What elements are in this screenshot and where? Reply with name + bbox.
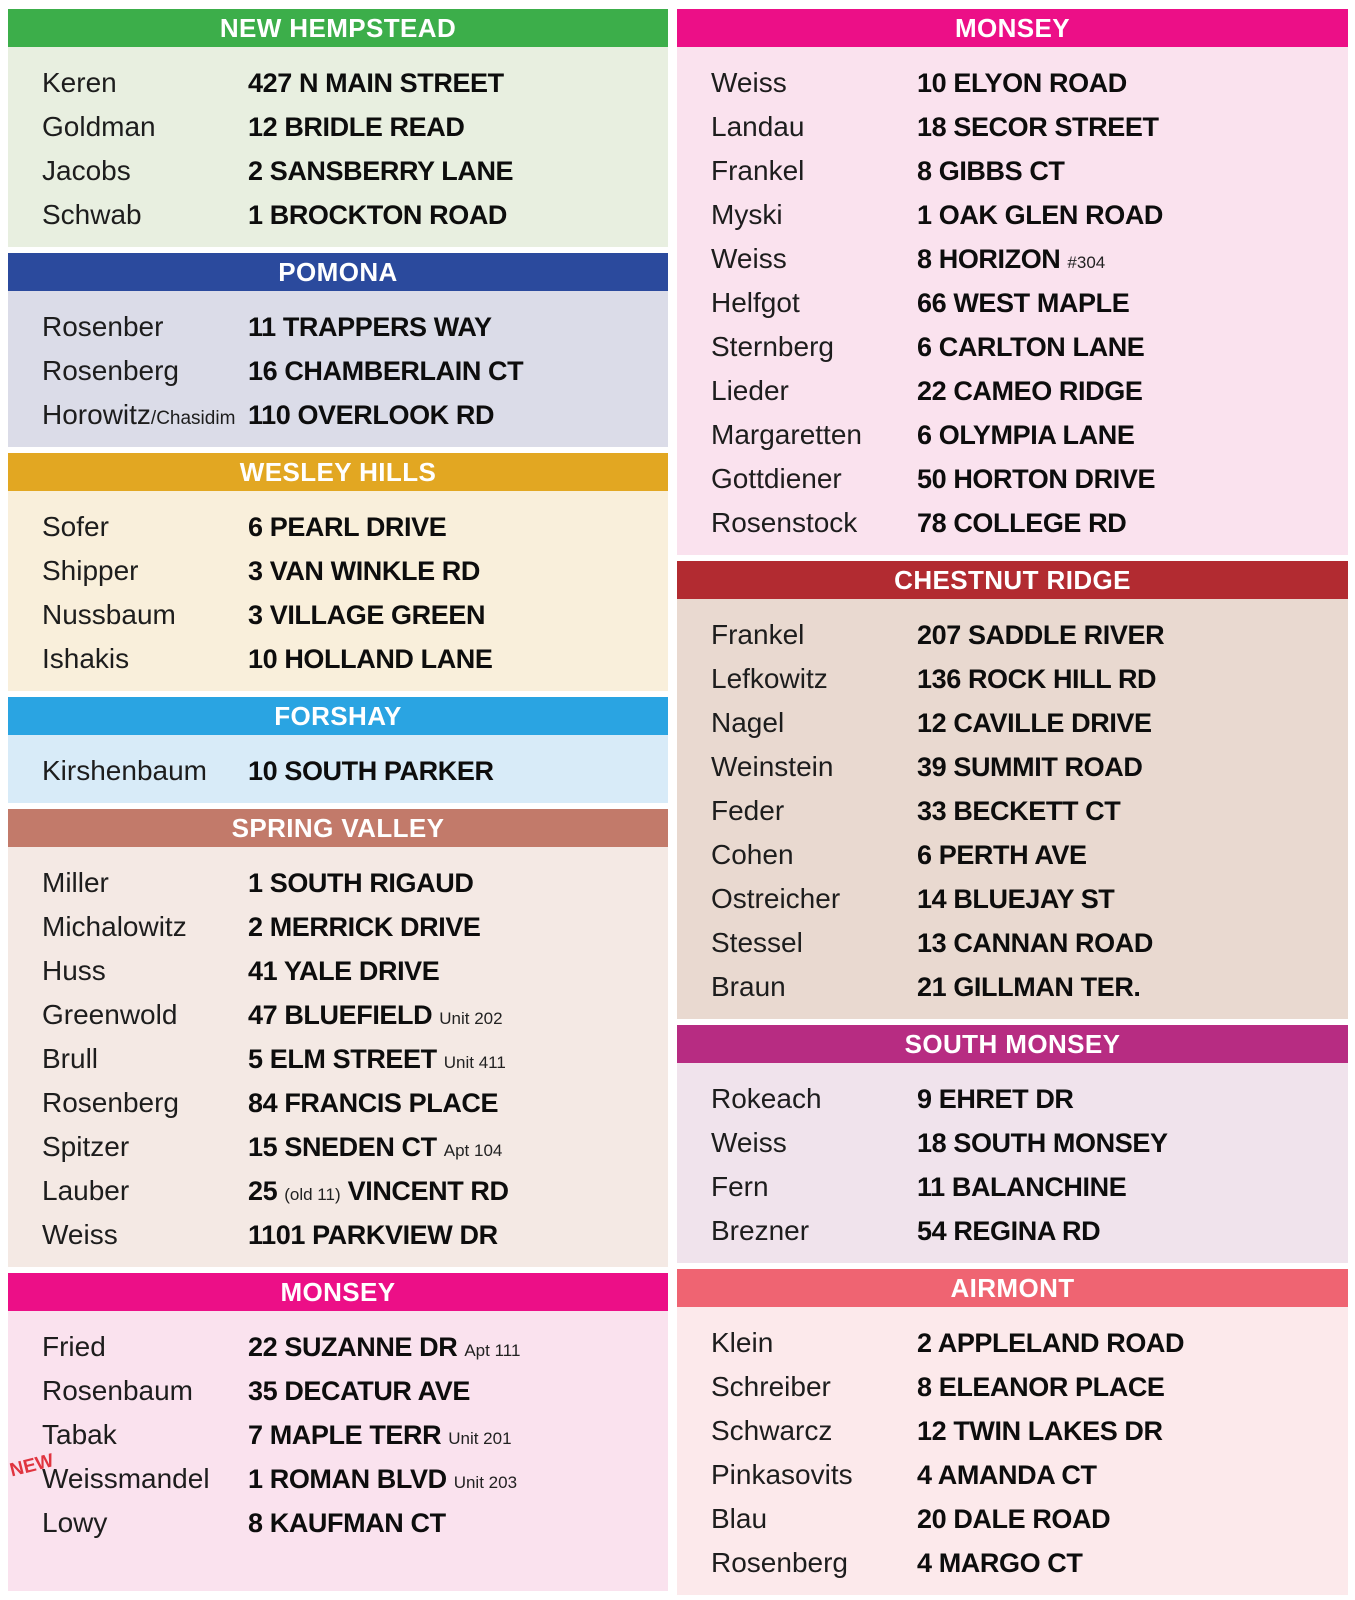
resident-address: [248, 505, 446, 549]
section-header: MONSEY: [8, 1273, 668, 1311]
section-body: [8, 735, 668, 803]
directory-row: [8, 349, 668, 393]
address-main: 1 BROCKTON ROAD: [248, 200, 508, 230]
section-header: NEW HEMPSTEAD: [8, 9, 668, 47]
resident-address: [917, 61, 1127, 105]
resident-address: [248, 861, 473, 905]
address-main: 84 FRANCIS PLACE: [248, 1088, 499, 1118]
address-main: 35 DECATUR AVE: [248, 1376, 470, 1406]
address-unit-note: Apt 104: [443, 1141, 503, 1160]
address-main: 10 HOLLAND LANE: [248, 644, 493, 674]
directory-row: [677, 193, 1348, 237]
address-unit-note: Unit 411: [443, 1053, 506, 1072]
resident-address: [248, 749, 494, 793]
resident-name: Rosenbaum: [42, 1375, 193, 1406]
directory-row: [677, 413, 1348, 457]
section-wesley-hills: [8, 453, 668, 691]
address-main: 14 BLUEJAY ST: [917, 884, 1115, 914]
resident-address: [917, 877, 1114, 921]
resident-name: Landau: [711, 111, 805, 142]
resident-name: Weiss: [711, 1127, 787, 1158]
resident-name: Weinstein: [711, 751, 834, 782]
directory-row: [677, 457, 1348, 501]
section-pomona: [8, 253, 668, 447]
directory-row: [677, 1321, 1348, 1365]
resident-name: Myski: [711, 199, 783, 230]
address-main: 2 MERRICK DRIVE: [248, 912, 481, 942]
resident-address: [248, 949, 439, 993]
address-unit-note: Unit 202: [439, 1009, 503, 1028]
resident-name: Helfgot: [711, 287, 800, 318]
resident-name: Shipper: [42, 555, 139, 586]
address-unit-note: #304: [1067, 253, 1106, 272]
address-main: 15 SNEDEN CT: [248, 1132, 437, 1162]
address-main: 110 OVERLOOK RD: [248, 400, 495, 430]
section-body: [8, 847, 668, 1267]
directory-row: [8, 1169, 668, 1213]
resident-address: [248, 1213, 498, 1257]
section-body: [677, 47, 1348, 555]
address-main: 78 COLLEGE RD: [917, 508, 1127, 538]
directory-row: [677, 833, 1348, 877]
resident-name: Sofer: [42, 511, 109, 542]
resident-address: [248, 1501, 446, 1545]
resident-address: [248, 349, 523, 393]
directory-row: [8, 949, 668, 993]
directory-row: [677, 1409, 1348, 1453]
section-header: CHESTNUT RIDGE: [677, 561, 1348, 599]
address-main: 7 MAPLE TERR: [248, 1420, 442, 1450]
directory-row: [677, 237, 1348, 281]
resident-address: [248, 993, 503, 1037]
resident-name: Sternberg: [711, 331, 834, 362]
directory-row: [677, 657, 1348, 701]
resident-name: Fern: [711, 1171, 769, 1202]
section-body: [677, 1063, 1348, 1263]
directory-row: [677, 877, 1348, 921]
directory-row: [677, 701, 1348, 745]
address-main: 4 AMANDA CT: [917, 1460, 1097, 1490]
resident-address: [917, 193, 1163, 237]
resident-address: [248, 905, 481, 949]
resident-name: Greenwold: [42, 999, 178, 1030]
resident-address: [917, 657, 1156, 701]
address-main: 6 PERTH AVE: [917, 840, 1087, 870]
resident-name: Frankel: [711, 155, 805, 186]
resident-name: Tabak: [42, 1419, 117, 1450]
resident-name: Keren: [42, 67, 117, 98]
section-body: [8, 291, 668, 447]
resident-name: Weiss: [42, 1219, 118, 1250]
resident-address: [248, 1169, 509, 1213]
address-main: 6 PEARL DRIVE: [248, 512, 447, 542]
address-main: 6 OLYMPIA LANE: [917, 420, 1135, 450]
resident-address: [248, 61, 504, 105]
resident-address: [917, 281, 1129, 325]
resident-address: [248, 1081, 498, 1125]
address-main: 33 BECKETT CT: [917, 796, 1121, 826]
resident-name: Pinkasovits: [711, 1459, 853, 1490]
resident-name: Schwab: [42, 199, 142, 230]
resident-name: Braun: [711, 971, 786, 1002]
directory-row: [8, 305, 668, 349]
resident-address: [917, 413, 1134, 457]
new-badge: NEW: [7, 1450, 56, 1482]
directory-row: [677, 1077, 1348, 1121]
directory-row: [677, 1209, 1348, 1253]
address-main: 427 N MAIN STREET: [248, 68, 504, 98]
resident-address: [248, 1325, 520, 1369]
address-main: 5 ELM STREET: [248, 1044, 437, 1074]
address-unit-note: Unit 201: [448, 1429, 512, 1448]
resident-address: [248, 193, 507, 237]
resident-address: [917, 613, 1164, 657]
directory-row: [677, 105, 1348, 149]
directory-row: [8, 637, 668, 681]
directory-row: [677, 149, 1348, 193]
address-main: 22 CAMEO RIDGE: [917, 376, 1143, 406]
address-main: 22 SUZANNE DR: [248, 1332, 458, 1362]
address-main: 12 TWIN LAKES DR: [917, 1416, 1163, 1446]
resident-name: Lieder: [711, 375, 789, 406]
address-main: 1101 PARKVIEW DR: [248, 1220, 498, 1250]
resident-name: Schreiber: [711, 1371, 831, 1402]
directory-row: [8, 193, 668, 237]
resident-name: Rosenstock: [711, 507, 858, 538]
resident-address: [917, 1209, 1100, 1253]
resident-name: Goldman: [42, 111, 156, 142]
section-body: [8, 491, 668, 691]
directory-row: [677, 1497, 1348, 1541]
resident-name: Lauber: [42, 1175, 130, 1206]
directory-row: [677, 921, 1348, 965]
directory-row: [677, 1165, 1348, 1209]
address-main: 21 GILLMAN TER.: [917, 972, 1141, 1002]
resident-name: Lowy: [42, 1507, 108, 1538]
resident-address: [248, 305, 492, 349]
resident-address: [917, 745, 1142, 789]
resident-name: Weissmandel: [42, 1463, 210, 1494]
address-main: 3 VAN WINKLE RD: [248, 556, 481, 586]
resident-address: [248, 549, 480, 593]
section-header: AIRMONT: [677, 1269, 1348, 1307]
directory-row: [677, 1365, 1348, 1409]
resident-name: Horowitz/Chasidim: [42, 399, 236, 430]
address-main: 9 EHRET DR: [917, 1084, 1074, 1114]
directory-row: [8, 1125, 668, 1169]
address-main: 13 CANNAN ROAD: [917, 928, 1153, 958]
resident-address: [248, 1457, 517, 1501]
address-main: 16 CHAMBERLAIN CT: [248, 356, 524, 386]
resident-name: Cohen: [711, 839, 794, 870]
address-main: 1 ROMAN BLVD: [248, 1464, 447, 1494]
resident-name: Margaretten: [711, 419, 862, 450]
resident-address: [917, 325, 1144, 369]
directory-row: [8, 1213, 668, 1257]
resident-name: Gottdiener: [711, 463, 842, 494]
resident-name: Michalowitz: [42, 911, 187, 942]
address-main: 25: [248, 1176, 278, 1206]
resident-address: [917, 965, 1141, 1009]
section-monsey: [677, 9, 1348, 555]
directory-row: [677, 61, 1348, 105]
resident-name: Rosenber: [42, 311, 164, 342]
resident-address: [248, 393, 494, 437]
section-body: [677, 599, 1348, 1019]
directory-row: [8, 1501, 668, 1545]
resident-name: Ostreicher: [711, 883, 841, 914]
directory-row: [677, 501, 1348, 545]
section-chestnut-ridge: [677, 561, 1348, 1019]
address-main: 6 CARLTON LANE: [917, 332, 1145, 362]
right-column: [677, 9, 1348, 1591]
address-main: 41 YALE DRIVE: [248, 956, 440, 986]
resident-address: [917, 369, 1142, 413]
section-header: SOUTH MONSEY: [677, 1025, 1348, 1063]
section-header: FORSHAY: [8, 697, 668, 735]
resident-name: Feder: [711, 795, 785, 826]
resident-name: Spitzer: [42, 1131, 130, 1162]
resident-address: [917, 105, 1159, 149]
resident-address: [917, 1497, 1110, 1541]
directory-row: [677, 789, 1348, 833]
directory-row: [8, 1413, 668, 1457]
resident-address: [917, 1121, 1168, 1165]
address-main: 10 SOUTH PARKER: [248, 756, 494, 786]
directory-row: [677, 1453, 1348, 1497]
resident-address: [917, 1077, 1074, 1121]
address-main: 66 WEST MAPLE: [917, 288, 1130, 318]
address-main: 54 REGINA RD: [917, 1216, 1101, 1246]
address-main: 8 HORIZON: [917, 244, 1061, 274]
resident-name: Weiss: [711, 243, 787, 274]
directory-row: [8, 105, 668, 149]
resident-address: [917, 789, 1120, 833]
resident-address: [917, 701, 1152, 745]
directory-row: [8, 593, 668, 637]
resident-name: Jacobs: [42, 155, 131, 186]
address-main: 2 SANSBERRY LANE: [248, 156, 514, 186]
resident-address: [917, 833, 1087, 877]
address-main: 11 TRAPPERS WAY: [248, 312, 492, 342]
resident-name: Klein: [711, 1327, 774, 1358]
section-forshay: [8, 697, 668, 803]
resident-address: [248, 1037, 506, 1081]
resident-name: Frankel: [711, 619, 805, 650]
directory-row: [8, 393, 668, 437]
address-main: VINCENT RD: [347, 1176, 509, 1206]
resident-name: Kirshenbaum: [42, 755, 207, 786]
resident-address: [917, 1365, 1165, 1409]
directory-row: [677, 1541, 1348, 1585]
resident-address: [917, 921, 1153, 965]
address-main: 50 HORTON DRIVE: [917, 464, 1156, 494]
directory-row: [677, 369, 1348, 413]
directory-row: [677, 325, 1348, 369]
directory-row: [8, 149, 668, 193]
directory-row: [8, 749, 668, 793]
directory-row: [677, 1121, 1348, 1165]
resident-address: [248, 637, 493, 681]
address-main: 8 GIBBS CT: [917, 156, 1065, 186]
address-unit-note: (old 11): [284, 1185, 341, 1204]
resident-name: Stessel: [711, 927, 803, 958]
section-header: MONSEY: [677, 9, 1348, 47]
resident-name: Rokeach: [711, 1083, 822, 1114]
resident-name: Nagel: [711, 707, 785, 738]
address-main: 3 VILLAGE GREEN: [248, 600, 486, 630]
section-body: [677, 1307, 1348, 1595]
resident-address: [248, 1369, 470, 1413]
address-main: 12 BRIDLE READ: [248, 112, 465, 142]
directory-row: [8, 905, 668, 949]
resident-address: [248, 105, 464, 149]
address-main: 11 BALANCHINE: [917, 1172, 1127, 1202]
resident-name: Blau: [711, 1503, 768, 1534]
resident-name: Rosenberg: [42, 1087, 179, 1118]
directory-row: [677, 613, 1348, 657]
resident-name: Miller: [42, 867, 109, 898]
section-south-monsey: [677, 1025, 1348, 1263]
resident-address: [917, 1541, 1083, 1585]
resident-address: [917, 149, 1065, 193]
directory-row: [8, 1081, 668, 1125]
resident-address: [917, 237, 1105, 281]
left-column: [8, 9, 668, 1591]
address-main: 47 BLUEFIELD: [248, 1000, 433, 1030]
resident-address: [248, 593, 485, 637]
address-main: 10 ELYON ROAD: [917, 68, 1127, 98]
resident-name: Rosenberg: [711, 1547, 848, 1578]
resident-name: Nussbaum: [42, 599, 176, 630]
resident-address: [248, 1125, 502, 1169]
resident-address: [248, 1413, 512, 1457]
section-spring-valley: [8, 809, 668, 1267]
address-main: 18 SOUTH MONSEY: [917, 1128, 1168, 1158]
resident-name: Rosenberg: [42, 355, 179, 386]
address-main: 39 SUMMIT ROAD: [917, 752, 1143, 782]
address-main: 2 APPLELAND ROAD: [917, 1328, 1185, 1358]
address-main: 4 MARGO CT: [917, 1548, 1083, 1578]
directory-row: [8, 1325, 668, 1369]
address-main: 18 SECOR STREET: [917, 112, 1159, 142]
directory-row: [677, 965, 1348, 1009]
directory-row: [677, 281, 1348, 325]
directory-row: [677, 745, 1348, 789]
resident-name: Huss: [42, 955, 106, 986]
directory-row: [8, 505, 668, 549]
section-body: [8, 1311, 668, 1591]
section-header: SPRING VALLEY: [8, 809, 668, 847]
resident-address: [248, 149, 513, 193]
resident-address: [917, 1165, 1126, 1209]
resident-address: [917, 501, 1126, 545]
resident-name-suffix: /Chasidim: [150, 408, 236, 429]
resident-address: [917, 1453, 1097, 1497]
address-main: 1 OAK GLEN ROAD: [917, 200, 1164, 230]
address-main: 20 DALE ROAD: [917, 1504, 1111, 1534]
resident-address: [917, 457, 1155, 501]
resident-address: [917, 1409, 1163, 1453]
resident-name: Brezner: [711, 1215, 810, 1246]
address-main: 8 KAUFMAN CT: [248, 1508, 446, 1538]
directory-row: [8, 993, 668, 1037]
section-body: [8, 47, 668, 247]
section-new-hempstead: [8, 9, 668, 247]
resident-name: Brull: [42, 1043, 99, 1074]
resident-name: Ishakis: [42, 643, 130, 674]
section-monsey: [8, 1273, 668, 1591]
address-main: 12 CAVILLE DRIVE: [917, 708, 1152, 738]
section-airmont: [677, 1269, 1348, 1595]
address-unit-note: Apt 111: [464, 1341, 521, 1360]
resident-name: Schwarcz: [711, 1415, 833, 1446]
directory-row: [8, 1037, 668, 1081]
address-main: 136 ROCK HILL RD: [917, 664, 1157, 694]
resident-name: Lefkowitz: [711, 663, 828, 694]
directory-row: [8, 861, 668, 905]
directory-row: [8, 61, 668, 105]
address-main: 8 ELEANOR PLACE: [917, 1372, 1165, 1402]
address-unit-note: Unit 203: [453, 1473, 518, 1492]
section-header: WESLEY HILLS: [8, 453, 668, 491]
resident-name: Weiss: [711, 67, 787, 98]
directory-row: [7, 1450, 668, 1501]
resident-address: [917, 1321, 1184, 1365]
resident-name: Fried: [42, 1331, 106, 1362]
address-main: 207 SADDLE RIVER: [917, 620, 1165, 650]
address-main: 1 SOUTH RIGAUD: [248, 868, 474, 898]
directory-row: [8, 1369, 668, 1413]
directory-row: [8, 549, 668, 593]
section-header: POMONA: [8, 253, 668, 291]
